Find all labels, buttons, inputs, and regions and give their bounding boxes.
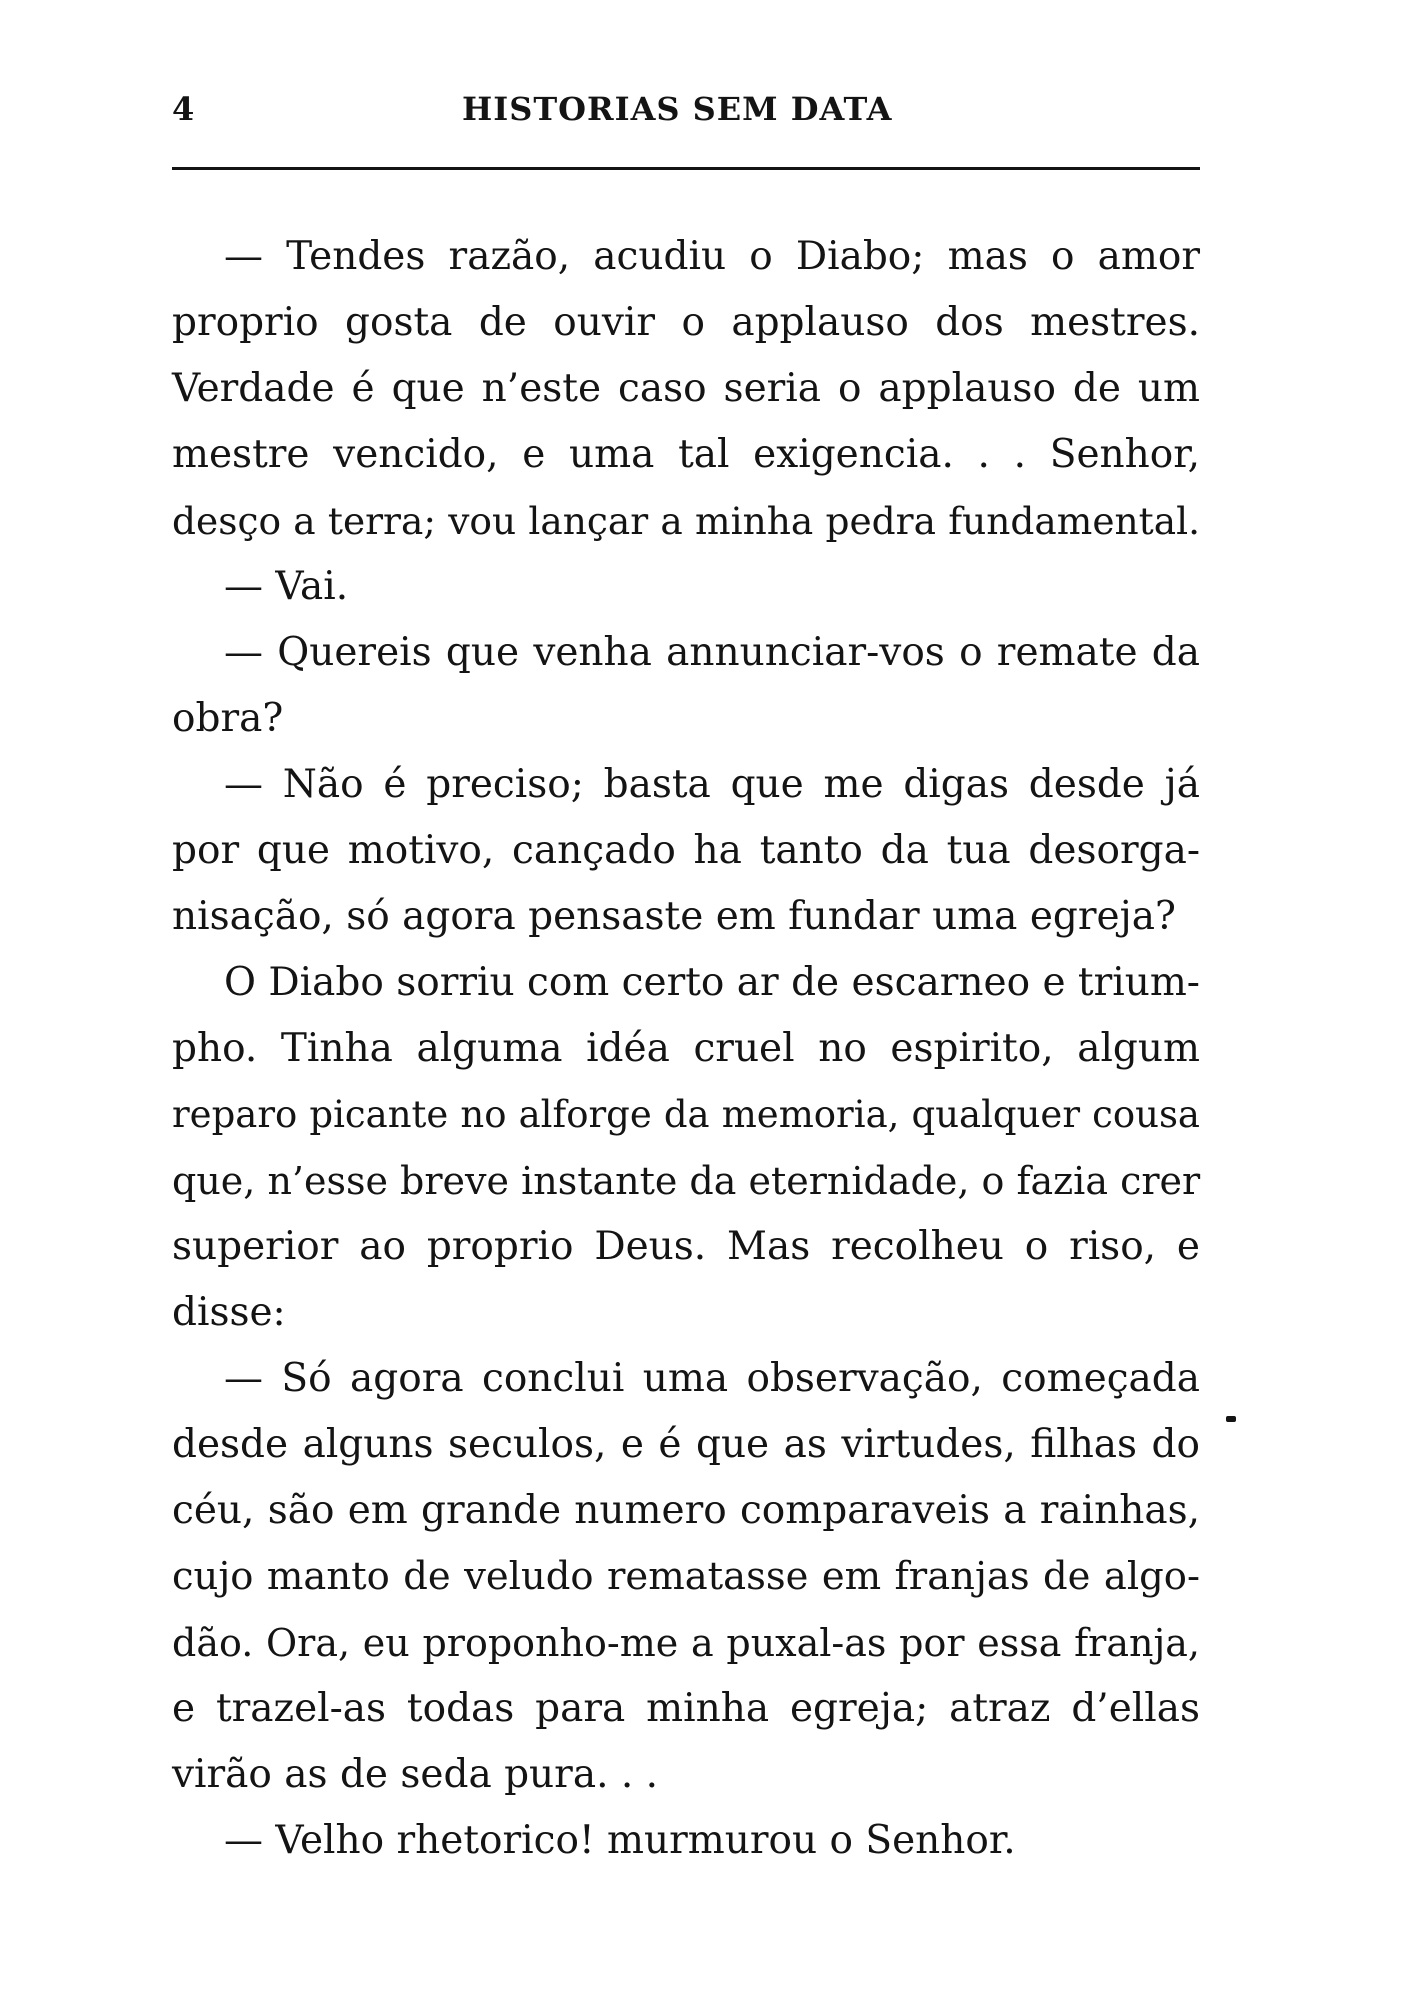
text-line: proprio gosta de ouvir o applauso dos mestres. xyxy=(172,300,1200,345)
text-line: — Vai. xyxy=(224,564,349,609)
page-header xyxy=(172,86,1200,146)
text-line: e trazel-as todas para minha egreja; atraz d’ellas xyxy=(172,1686,1200,1731)
text-line: O Diabo sorriu com certo ar de escarneo e trium- xyxy=(224,960,1200,1005)
text-line: céu, são em grande numero comparaveis a rainhas, xyxy=(172,1488,1200,1533)
text-line: — Velho rhetorico! murmurou o Senhor. xyxy=(224,1818,1016,1863)
text-line: por que motivo, cançado ha tanto da tua desorga- xyxy=(172,828,1200,873)
body-text xyxy=(172,224,1200,1874)
text-line: superior ao proprio Deus. Mas recolheu o riso, e xyxy=(172,1224,1200,1269)
text-line: — Tendes razão, acudiu o Diabo; mas o amor xyxy=(224,234,1200,279)
running-title: HISTORIAS SEM DATA xyxy=(462,90,893,128)
text-line: disse: xyxy=(172,1290,286,1335)
text-line: — Quereis que venha annunciar-vos o remate da xyxy=(224,630,1200,675)
ink-mark xyxy=(1226,1416,1236,1422)
page-number: 4 xyxy=(172,90,195,128)
text-line: — Só agora conclui uma observação, começada xyxy=(224,1356,1200,1401)
text-line: dão. Ora, eu proponho-me a puxal-as por essa franja, xyxy=(172,1621,1200,1665)
text-line: — Não é preciso; basta que me digas desde já xyxy=(224,762,1200,807)
text-line: desde alguns seculos, e é que as virtudes, filhas do xyxy=(172,1422,1200,1467)
text-line: reparo picante no alforge da memoria, qualquer cousa xyxy=(172,1093,1200,1136)
text-line: nisação, só agora pensaste em fundar uma egreja? xyxy=(172,894,1176,939)
text-line: pho. Tinha alguma idéa cruel no espirito, algum xyxy=(172,1026,1200,1071)
text-line: virão as de seda pura. . . xyxy=(172,1752,659,1797)
text-line: cujo manto de veludo rematasse em franjas de algo- xyxy=(172,1554,1200,1599)
text-line: mestre vencido, e uma tal exigencia. . . Senhor, xyxy=(172,432,1200,477)
text-line: Verdade é que n’este caso seria o applauso de um xyxy=(172,366,1200,411)
text-line: desço a terra; vou lançar a minha pedra fundamental. xyxy=(172,499,1200,543)
text-line: que, n’esse breve instante da eternidade, o fazia crer xyxy=(172,1159,1201,1203)
header-rule xyxy=(172,167,1200,170)
text-line: obra? xyxy=(172,696,284,741)
